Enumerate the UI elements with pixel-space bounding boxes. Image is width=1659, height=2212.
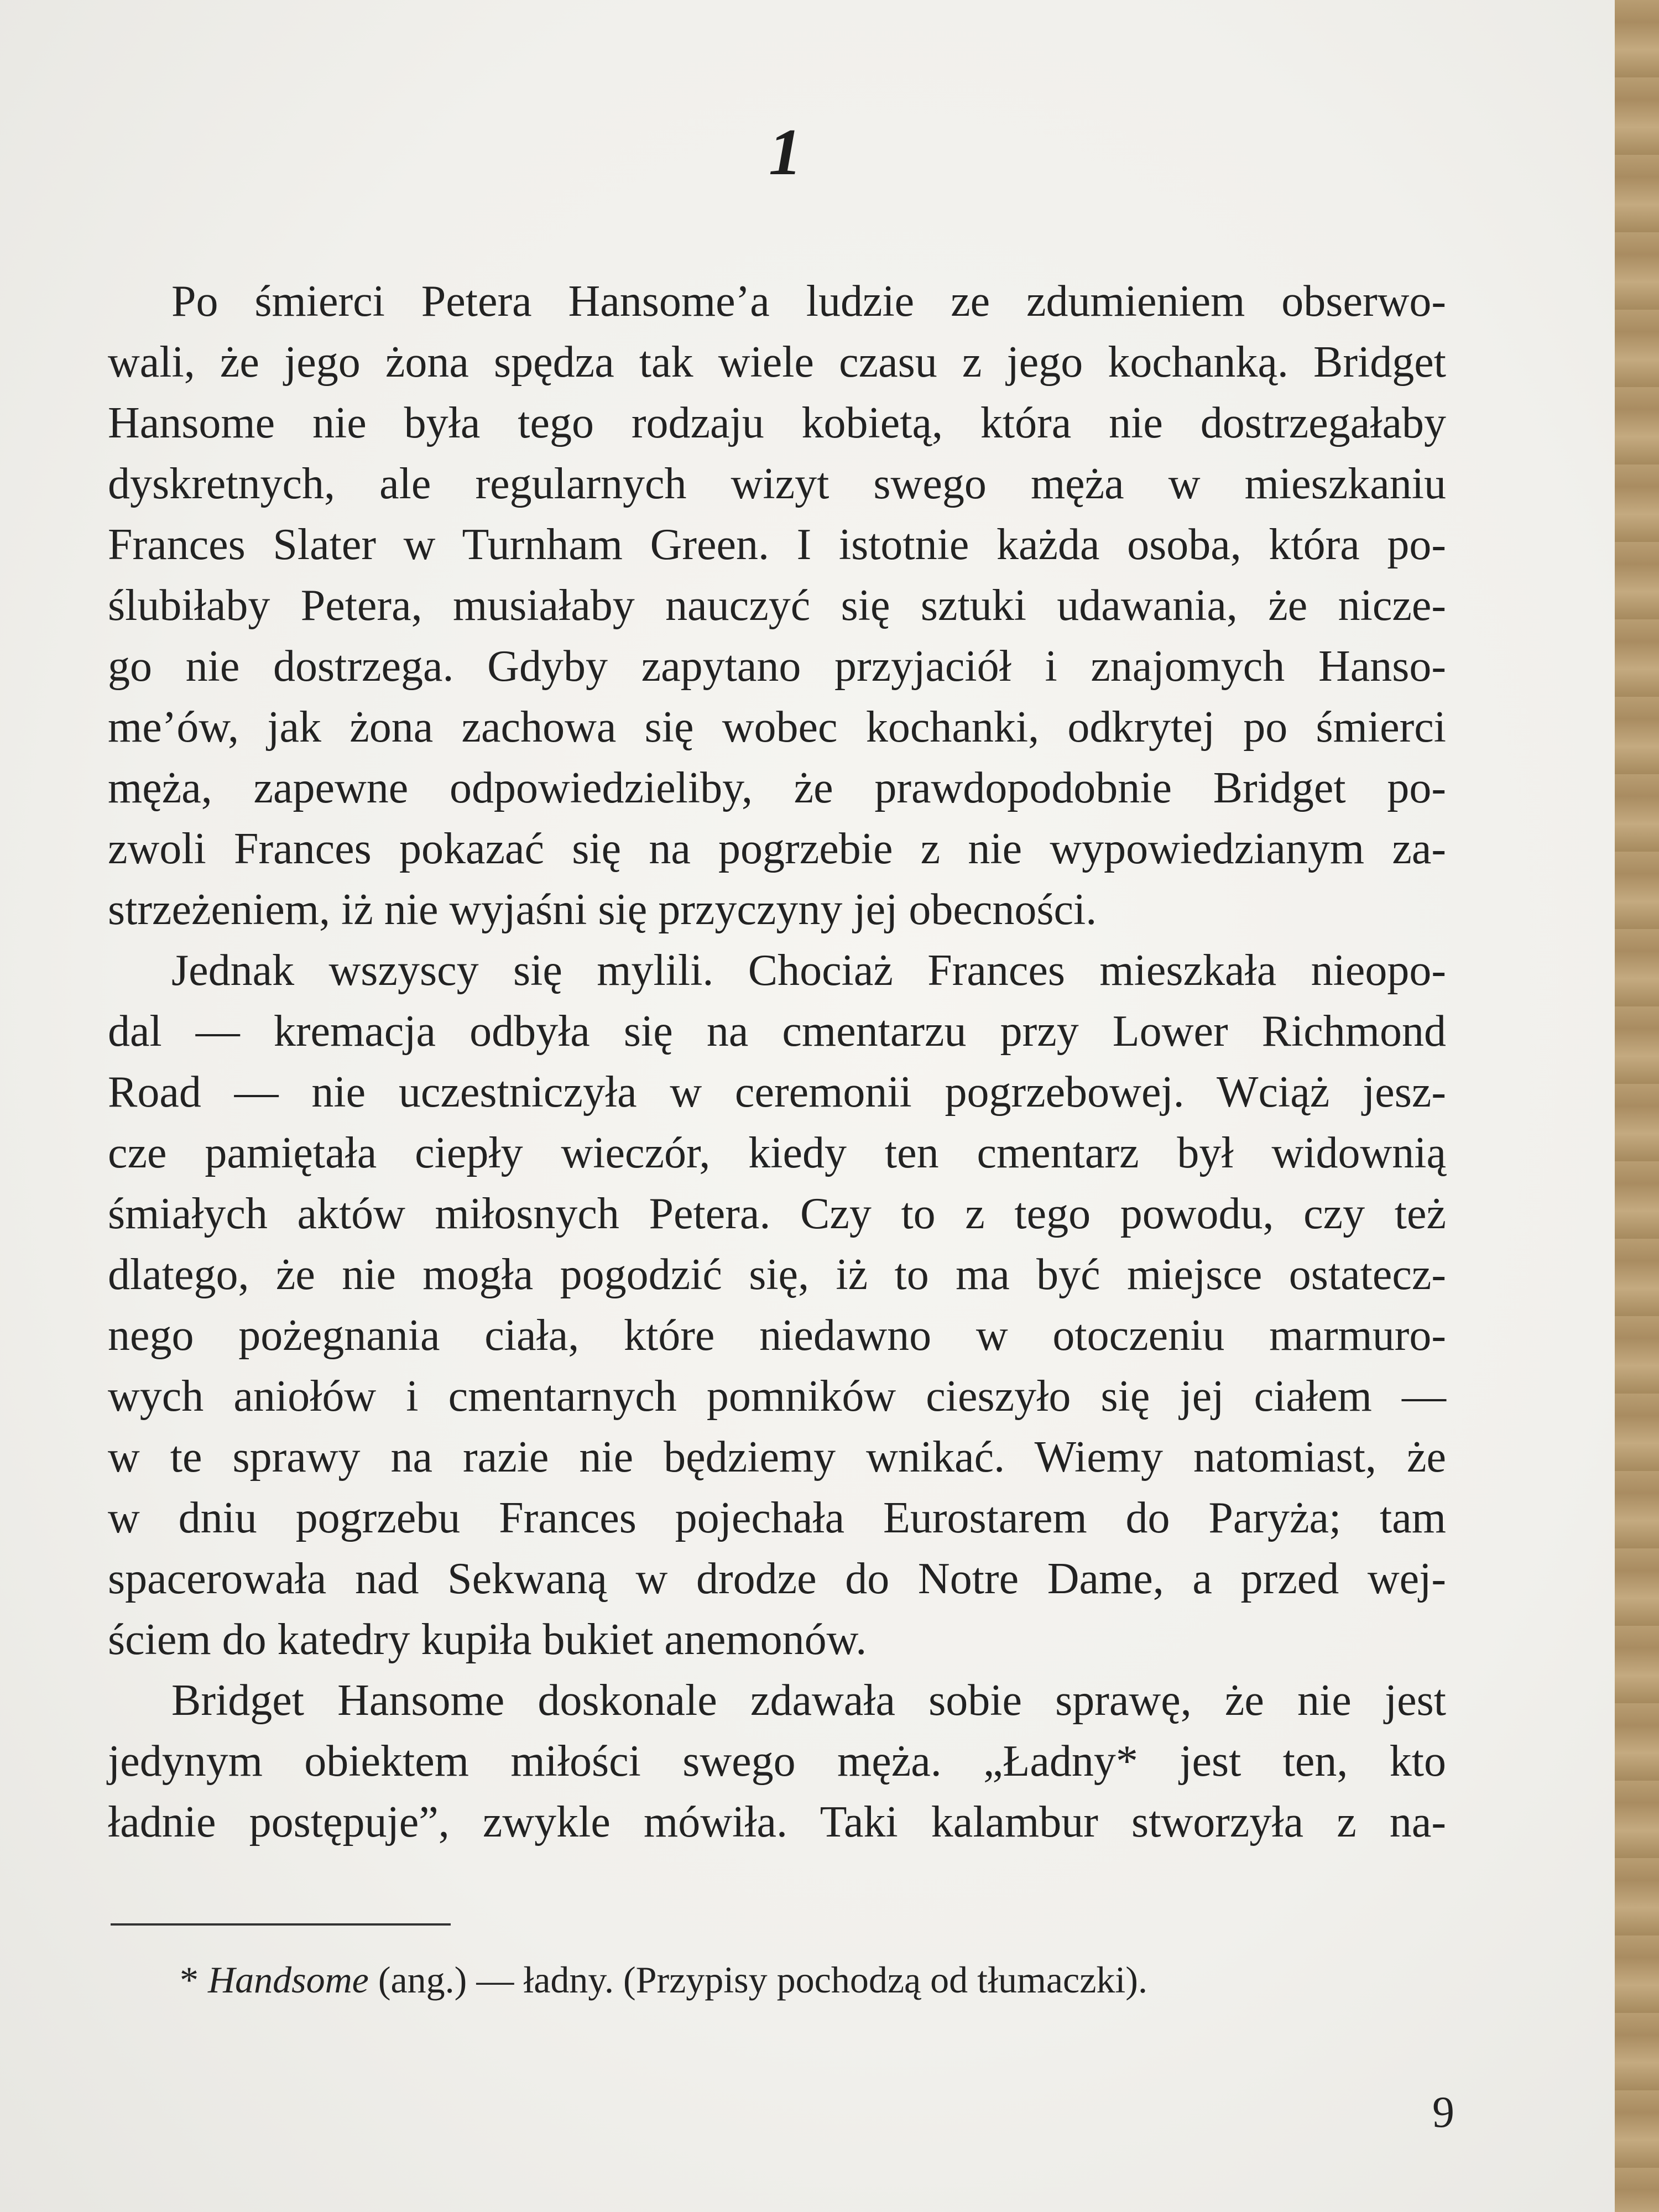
text-line: w dniu pogrzebu Frances pojechała Eurostarem do Paryża; tam	[108, 1494, 1446, 1542]
text-line: spacerowała nad Sekwaną w drodze do Notre Dame, a przed wej-	[108, 1554, 1446, 1603]
text-line: wali, że jego żona spędza tak wiele czasu z jego kochanką. Bridget	[108, 338, 1446, 387]
text-line: śmiałych aktów miłosnych Petera. Czy to z tego powodu, czy też	[108, 1190, 1446, 1238]
text-line: w te sprawy na razie nie będziemy wnikać. Wiemy natomiast, że	[108, 1433, 1446, 1481]
text-line: Bridget Hansome doskonale zdawała sobie sprawę, że nie jest	[171, 1676, 1446, 1725]
text-line: ślubiłaby Petera, musiałaby nauczyć się sztuki udawania, że nicze-	[108, 581, 1446, 630]
footnote-divider	[111, 1923, 451, 1926]
text-line: jedynym obiektem miłości swego męża. „Ładny* jest ten, kto	[108, 1737, 1446, 1786]
text-line: strzeżeniem, iż nie wyjaśni się przyczyny jej obecności.	[108, 885, 1097, 934]
text-line: Road — nie uczestniczyła w ceremonii pogrzebowej. Wciąż jesz-	[108, 1068, 1446, 1117]
text-line: nego pożegnania ciała, które niedawno w otoczeniu marmuro-	[108, 1311, 1446, 1360]
text-line: dlatego, że nie mogła pogodzić się, iż to ma być miejsce ostatecz-	[108, 1250, 1446, 1299]
text-line: dyskretnych, ale regularnych wizyt swego męża w mieszkaniu	[108, 460, 1446, 508]
text-line: Hansome nie była tego rodzaju kobietą, która nie dostrzegałaby	[108, 399, 1446, 447]
text-line: Po śmierci Petera Hansome’a ludzie ze zdumieniem obserwo-	[171, 277, 1446, 326]
chapter-number: 1	[769, 115, 802, 189]
text-line: Jednak wszyscy się mylili. Chociaż Frances mieszkała nieopo-	[171, 946, 1446, 995]
table-surface	[1615, 0, 1659, 2212]
footnote-text: (ang.) — ładny. (Przypisy pochodzą od tłumaczki).	[378, 1959, 1147, 2001]
text-line: cze pamiętała ciepły wieczór, kiedy ten cmentarz był widownią	[108, 1129, 1446, 1177]
text-line: Frances Slater w Turnham Green. I istotnie każda osoba, która po-	[108, 520, 1446, 569]
text-line: męża, zapewne odpowiedzieliby, że prawdopodobnie Bridget po-	[108, 764, 1446, 812]
footnote-term: Handsome	[208, 1959, 369, 2001]
text-line: zwoli Frances pokazać się na pogrzebie z nie wypowiedzianym za-	[108, 825, 1446, 873]
body-text	[108, 271, 1446, 1853]
text-line: ściem do katedry kupiła bukiet anemonów.	[108, 1615, 867, 1664]
page-number: 9	[1432, 2088, 1454, 2137]
footnote-marker: *	[180, 1959, 199, 2001]
text-line: me’ów, jak żona zachowa się wobec kochanki, odkrytej po śmierci	[108, 703, 1446, 752]
text-line: go nie dostrzega. Gdyby zapytano przyjaciół i znajomych Hanso-	[108, 642, 1446, 691]
text-line: wych aniołów i cmentarnych pomników cieszyło się jej ciałem —	[108, 1372, 1446, 1421]
footnote	[180, 1952, 1147, 2007]
text-line: ładnie postępuje”, zwykle mówiła. Taki kalambur stworzyła z na-	[108, 1798, 1446, 1846]
text-line: dal — kremacja odbyła się na cmentarzu przy Lower Richmond	[108, 1007, 1446, 1056]
